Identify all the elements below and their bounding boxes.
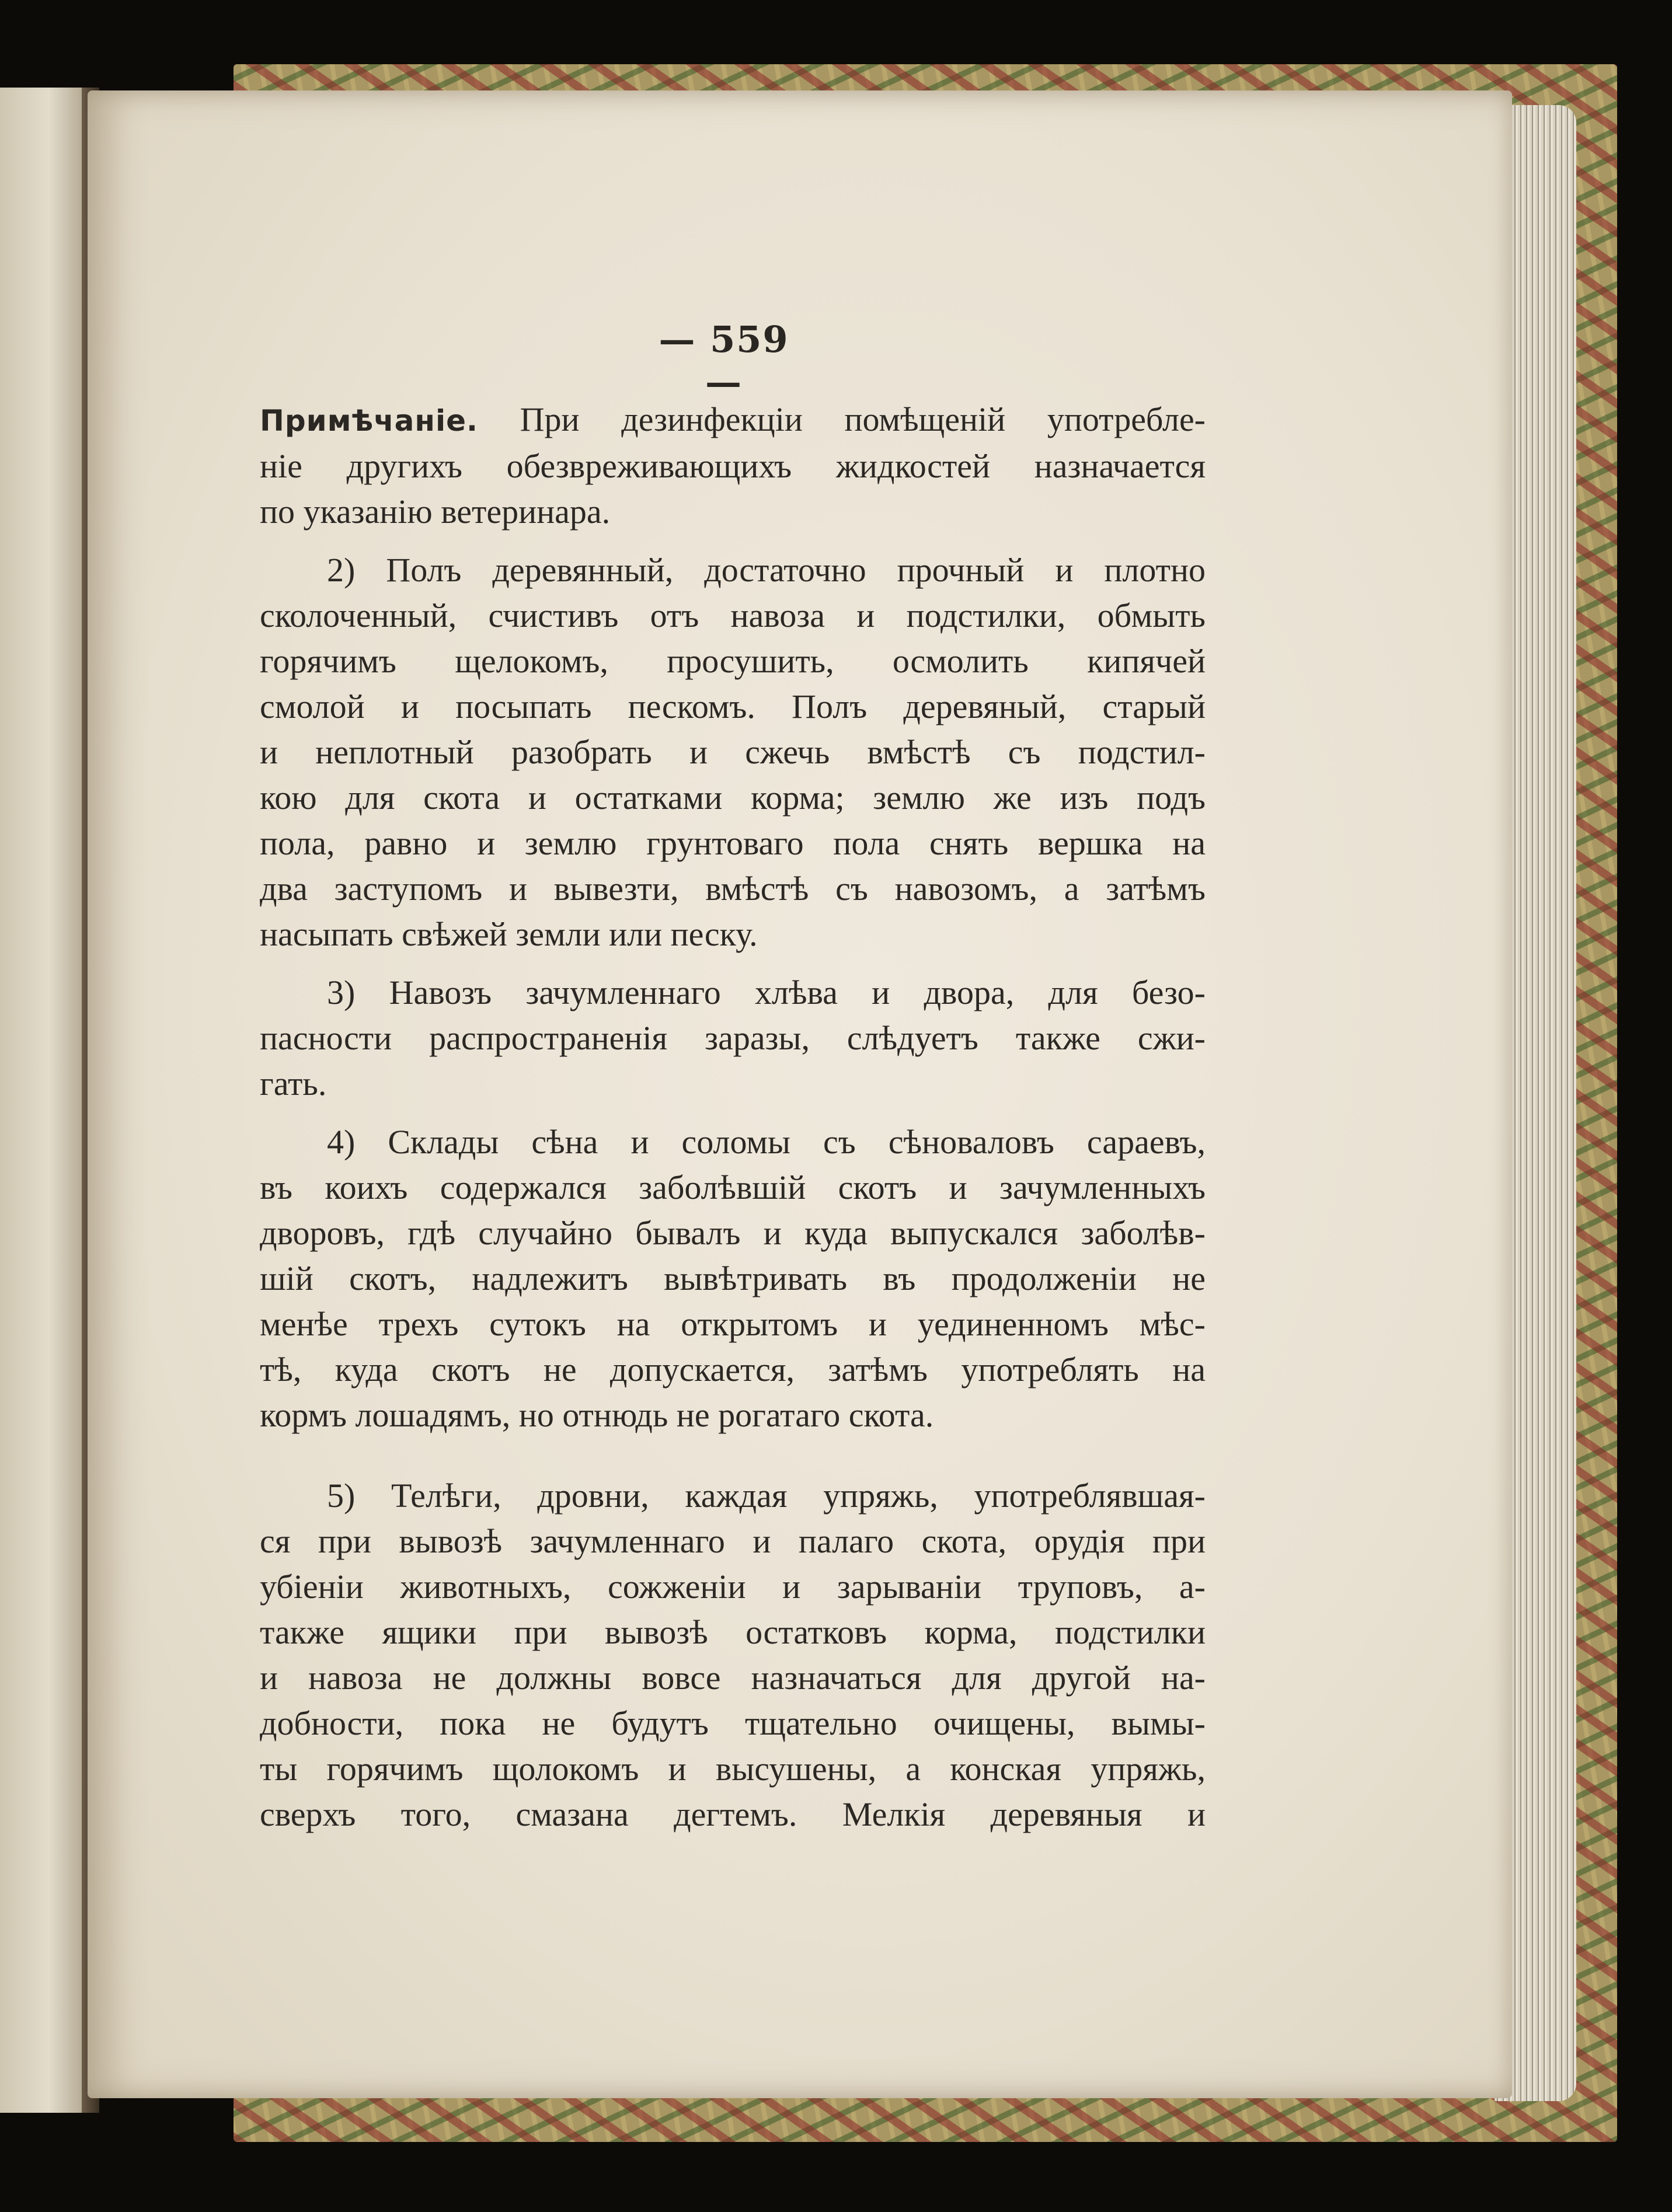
item-2-line: насыпать свѣжей земли или песку. xyxy=(260,915,758,953)
page-text xyxy=(260,397,1206,1837)
item-4-line: тѣ, куда скотъ не допускается, затѣмъ употреблять на xyxy=(260,1351,1206,1388)
note-line-1 xyxy=(260,397,1206,444)
item-2-line: горячимъ щелокомъ, просушить, осмолить кипячей xyxy=(260,642,1206,680)
item-2-paragraph xyxy=(260,547,1206,957)
item-5-line: ты горячимъ щолокомъ и высушены, а конская упряжь, xyxy=(260,1750,1206,1788)
item-2-line: два заступомъ и вывезти, вмѣстѣ съ навозомъ, а затѣмъ xyxy=(260,870,1206,908)
item-5-line: также ящики при вывозѣ остатковъ корма, подстилки xyxy=(260,1613,1206,1651)
previous-page-edge xyxy=(0,88,82,2113)
item-4-line: 4) Склады сѣна и соломы съ сѣноваловъ сараевъ, xyxy=(327,1123,1206,1161)
item-5-line: убіеніи животныхъ, сожженіи и зарываніи труповъ, а- xyxy=(260,1568,1206,1606)
note-paragraph xyxy=(260,397,1206,535)
item-2-line: смолой и посыпать пескомъ. Полъ деревяный, старый xyxy=(260,688,1206,725)
item-3-line: 3) Навозъ зачумленнаго хлѣва и двора, для безо- xyxy=(327,974,1206,1011)
item-2-line: пола, равно и землю грунтоваго пола снять вершка на xyxy=(260,824,1206,862)
item-4-line: менѣе трехъ сутокъ на открытомъ и уединенномъ мѣс- xyxy=(260,1305,1206,1343)
note-line-3: по указанію ветеринара. xyxy=(260,493,611,531)
item-4-line: дворовъ, гдѣ случайно бывалъ и куда выпускался заболѣв- xyxy=(260,1214,1206,1252)
item-2-line: кою для скота и остатками корма; землю же изъ подъ xyxy=(260,779,1206,817)
item-5-line: ся при вывозѣ зачумленнаго и палаго скота, орудія при xyxy=(260,1522,1206,1560)
item-4-paragraph xyxy=(260,1119,1206,1438)
item-5-paragraph xyxy=(260,1473,1206,1837)
item-2-line: и неплотный разобрать и сжечь вмѣстѣ съ подстил- xyxy=(260,733,1206,771)
item-4-line: кормъ лошадямъ, но отнюдь не рогатаго скота. xyxy=(260,1396,934,1434)
item-3-line: гать. xyxy=(260,1065,327,1102)
item-5-line: сверхъ того, смазана дегтемъ. Мелкія деревяныя и xyxy=(260,1795,1206,1833)
item-2-line: 2) Полъ деревянный, достаточно прочный и плотно xyxy=(327,551,1206,589)
item-3-paragraph xyxy=(260,970,1206,1107)
item-4-line: въ коихъ содержался заболѣвшій скотъ и зачумленныхъ xyxy=(260,1168,1206,1206)
item-5-line: 5) Телѣги, дровни, каждая упряжь, употреблявшая- xyxy=(327,1477,1206,1515)
page-number: — 559 — xyxy=(659,318,789,403)
note-line-1-text: При дезинфекціи помѣщеній употребле- xyxy=(520,400,1206,438)
item-2-line: сколоченный, счистивъ отъ навоза и подстилки, обмыть xyxy=(260,596,1206,634)
item-4-line: шій скотъ, надлежитъ вывѣтривать въ продолженіи не xyxy=(260,1259,1206,1297)
item-5-line: добности, пока не будутъ тщательно очищены, вымы- xyxy=(260,1704,1206,1742)
note-line-2: ніе другихъ обезвреживающихъ жидкостей назначается xyxy=(260,447,1206,485)
item-5-line: и навоза не должны вовсе назначаться для другой на- xyxy=(260,1659,1206,1697)
item-3-line: пасности распространенія заразы, слѣдуетъ также сжи- xyxy=(260,1019,1206,1057)
note-label: Примѣчаніе. xyxy=(260,404,478,438)
